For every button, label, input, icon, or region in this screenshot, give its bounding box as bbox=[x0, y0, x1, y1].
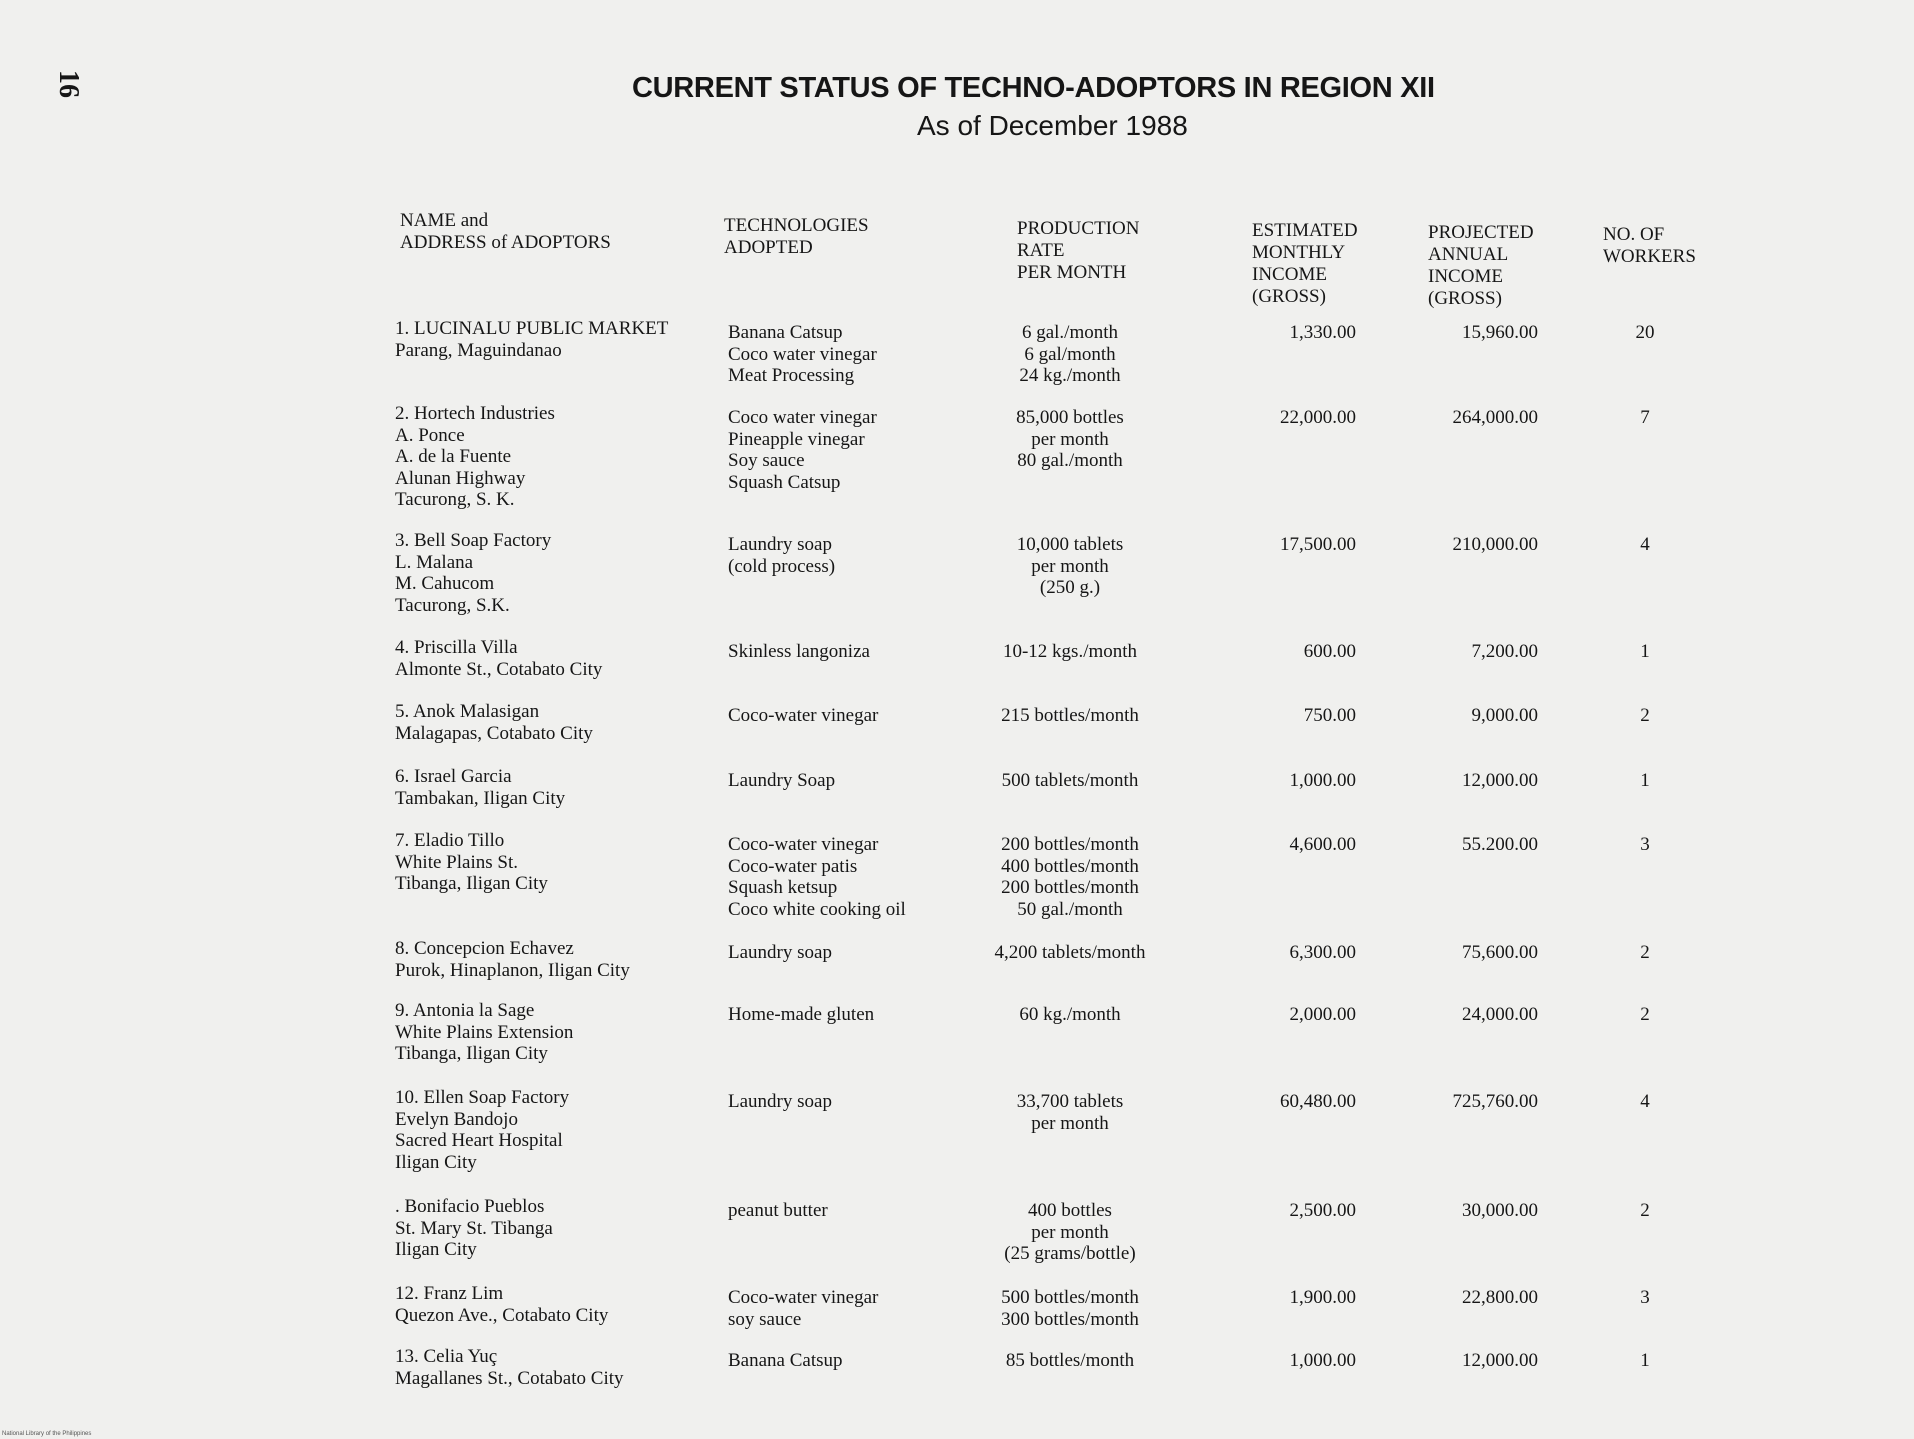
header-name-address: NAME and ADDRESS of ADOPTORS bbox=[400, 210, 611, 253]
cell-monthly: 2,500.00 bbox=[1289, 1200, 1356, 1221]
cell-tech: Coco-water vinegar bbox=[728, 705, 879, 726]
cell-name: 5. Anok Malasigan Malagapas, Cotabato City bbox=[395, 701, 593, 744]
cell-annual: 210,000.00 bbox=[1452, 534, 1538, 555]
cell-monthly: 2,000.00 bbox=[1289, 1004, 1356, 1025]
cell-annual: 75,600.00 bbox=[1462, 942, 1538, 963]
cell-rate: 85,000 bottles per month 80 gal./month bbox=[1016, 407, 1124, 471]
cell-tech: Coco-water vinegar soy sauce bbox=[728, 1287, 879, 1330]
cell-annual: 24,000.00 bbox=[1462, 1004, 1538, 1025]
cell-monthly: 1,330.00 bbox=[1289, 322, 1356, 343]
cell-monthly: 60,480.00 bbox=[1280, 1091, 1356, 1112]
cell-rate: 33,700 tablets per month bbox=[1016, 1091, 1124, 1134]
cell-annual: 30,000.00 bbox=[1462, 1200, 1538, 1221]
cell-rate: 4,200 tablets/month bbox=[994, 942, 1146, 963]
archive-footer: National Library of the Philippines bbox=[2, 1431, 92, 1437]
cell-workers: 2 bbox=[1640, 1200, 1650, 1221]
cell-rate: 10,000 tablets per month (250 g.) bbox=[1016, 534, 1124, 598]
cell-name: 3. Bell Soap Factory L. Malana M. Cahucom Tacurong, S.K. bbox=[395, 530, 552, 616]
cell-rate: 215 bottles/month bbox=[1001, 705, 1139, 726]
cell-workers: 20 bbox=[1635, 322, 1655, 343]
cell-tech: Laundry Soap bbox=[728, 770, 836, 791]
cell-rate: 85 bottles/month bbox=[1005, 1350, 1135, 1371]
cell-workers: 3 bbox=[1640, 1287, 1650, 1308]
cell-name: . Bonifacio Pueblos St. Mary St. Tibanga Iligan City bbox=[395, 1196, 553, 1260]
cell-workers: 7 bbox=[1640, 407, 1650, 428]
cell-rate: 500 bottles/month 300 bottles/month bbox=[1001, 1287, 1139, 1330]
cell-rate: 200 bottles/month 400 bottles/month 200 bottles/month 50 gal./month bbox=[1001, 834, 1139, 920]
cell-monthly: 6,300.00 bbox=[1289, 942, 1356, 963]
cell-monthly: 1,000.00 bbox=[1289, 1350, 1356, 1371]
cell-rate: 400 bottles per month (25 grams/bottle) bbox=[1004, 1200, 1136, 1264]
cell-monthly: 22,000.00 bbox=[1280, 407, 1356, 428]
cell-monthly: 17,500.00 bbox=[1280, 534, 1356, 555]
cell-name: 6. Israel Garcia Tambakan, Iligan City bbox=[395, 766, 566, 809]
cell-rate: 500 tablets/month bbox=[1001, 770, 1139, 791]
header-annual-income: PROJECTED ANNUAL INCOME (GROSS) bbox=[1428, 222, 1534, 309]
cell-tech: peanut butter bbox=[728, 1200, 828, 1221]
cell-monthly: 750.00 bbox=[1303, 705, 1356, 726]
document-subtitle: As of December 1988 bbox=[917, 110, 1188, 141]
header-workers: NO. OF WORKERS bbox=[1603, 224, 1696, 267]
cell-annual: 22,800.00 bbox=[1462, 1287, 1538, 1308]
cell-annual: 264,000.00 bbox=[1452, 407, 1538, 428]
cell-monthly: 600.00 bbox=[1303, 641, 1356, 662]
cell-name: 1. LUCINALU PUBLIC MARKET Parang, Maguindanao bbox=[395, 318, 669, 361]
header-monthly-income: ESTIMATED MONTHLY INCOME (GROSS) bbox=[1252, 220, 1358, 307]
cell-workers: 1 bbox=[1640, 1350, 1650, 1371]
cell-tech: Skinless langoniza bbox=[728, 641, 870, 662]
cell-name: 4. Priscilla Villa Almonte St., Cotabato City bbox=[395, 637, 603, 680]
cell-annual: 725,760.00 bbox=[1452, 1091, 1538, 1112]
cell-tech: Coco water vinegar Pineapple vinegar Soy sauce Squash Catsup bbox=[728, 407, 877, 493]
cell-name: 12. Franz Lim Quezon Ave., Cotabato City bbox=[395, 1283, 609, 1326]
cell-tech: Banana Catsup Coco water vinegar Meat Processing bbox=[728, 322, 877, 386]
document-title: CURRENT STATUS OF TECHNO-ADOPTORS IN REGION XII bbox=[632, 72, 1435, 104]
cell-tech: Laundry soap bbox=[728, 1091, 832, 1112]
cell-monthly: 4,600.00 bbox=[1289, 834, 1356, 855]
cell-name: 2. Hortech Industries A. Ponce A. de la Fuente Alunan Highway Tacurong, S. K. bbox=[395, 403, 555, 510]
header-production-rate: PRODUCTION RATE PER MONTH bbox=[1017, 218, 1140, 283]
cell-workers: 3 bbox=[1640, 834, 1650, 855]
page-number: 16 bbox=[53, 70, 84, 98]
header-technologies: TECHNOLOGIES ADOPTED bbox=[724, 215, 869, 258]
cell-name: 10. Ellen Soap Factory Evelyn Bandojo Sacred Heart Hospital Iligan City bbox=[395, 1087, 570, 1173]
cell-rate: 10-12 kgs./month bbox=[1002, 641, 1138, 662]
cell-rate: 60 kg./month bbox=[1019, 1004, 1121, 1025]
cell-workers: 2 bbox=[1640, 705, 1650, 726]
cell-monthly: 1,900.00 bbox=[1289, 1287, 1356, 1308]
cell-workers: 4 bbox=[1640, 1091, 1650, 1112]
cell-tech: Home-made gluten bbox=[728, 1004, 875, 1025]
cell-workers: 4 bbox=[1640, 534, 1650, 555]
cell-monthly: 1,000.00 bbox=[1289, 770, 1356, 791]
cell-tech: Banana Catsup bbox=[728, 1350, 843, 1371]
cell-workers: 2 bbox=[1640, 1004, 1650, 1025]
cell-workers: 1 bbox=[1640, 770, 1650, 791]
cell-workers: 1 bbox=[1640, 641, 1650, 662]
cell-tech: Coco-water vinegar Coco-water patis Squash ketsup Coco white cooking oil bbox=[728, 834, 906, 920]
cell-annual: 12,000.00 bbox=[1462, 770, 1538, 791]
cell-annual: 55.200.00 bbox=[1462, 834, 1538, 855]
cell-annual: 7,200.00 bbox=[1471, 641, 1538, 662]
cell-name: 8. Concepcion Echavez Purok, Hinaplanon, Iligan City bbox=[395, 938, 630, 981]
cell-annual: 9,000.00 bbox=[1471, 705, 1538, 726]
cell-rate: 6 gal./month 6 gal/month 24 kg./month bbox=[1019, 322, 1121, 386]
cell-name: 9. Antonia la Sage White Plains Extension Tibanga, Iligan City bbox=[395, 1000, 574, 1064]
cell-tech: Laundry soap (cold process) bbox=[728, 534, 836, 577]
cell-annual: 15,960.00 bbox=[1462, 322, 1538, 343]
cell-tech: Laundry soap bbox=[728, 942, 832, 963]
cell-name: 7. Eladio Tillo White Plains St. Tibanga, Iligan City bbox=[395, 830, 548, 894]
cell-name: 13. Celia Yuç Magallanes St., Cotabato City bbox=[395, 1346, 624, 1389]
cell-annual: 12,000.00 bbox=[1462, 1350, 1538, 1371]
cell-workers: 2 bbox=[1640, 942, 1650, 963]
